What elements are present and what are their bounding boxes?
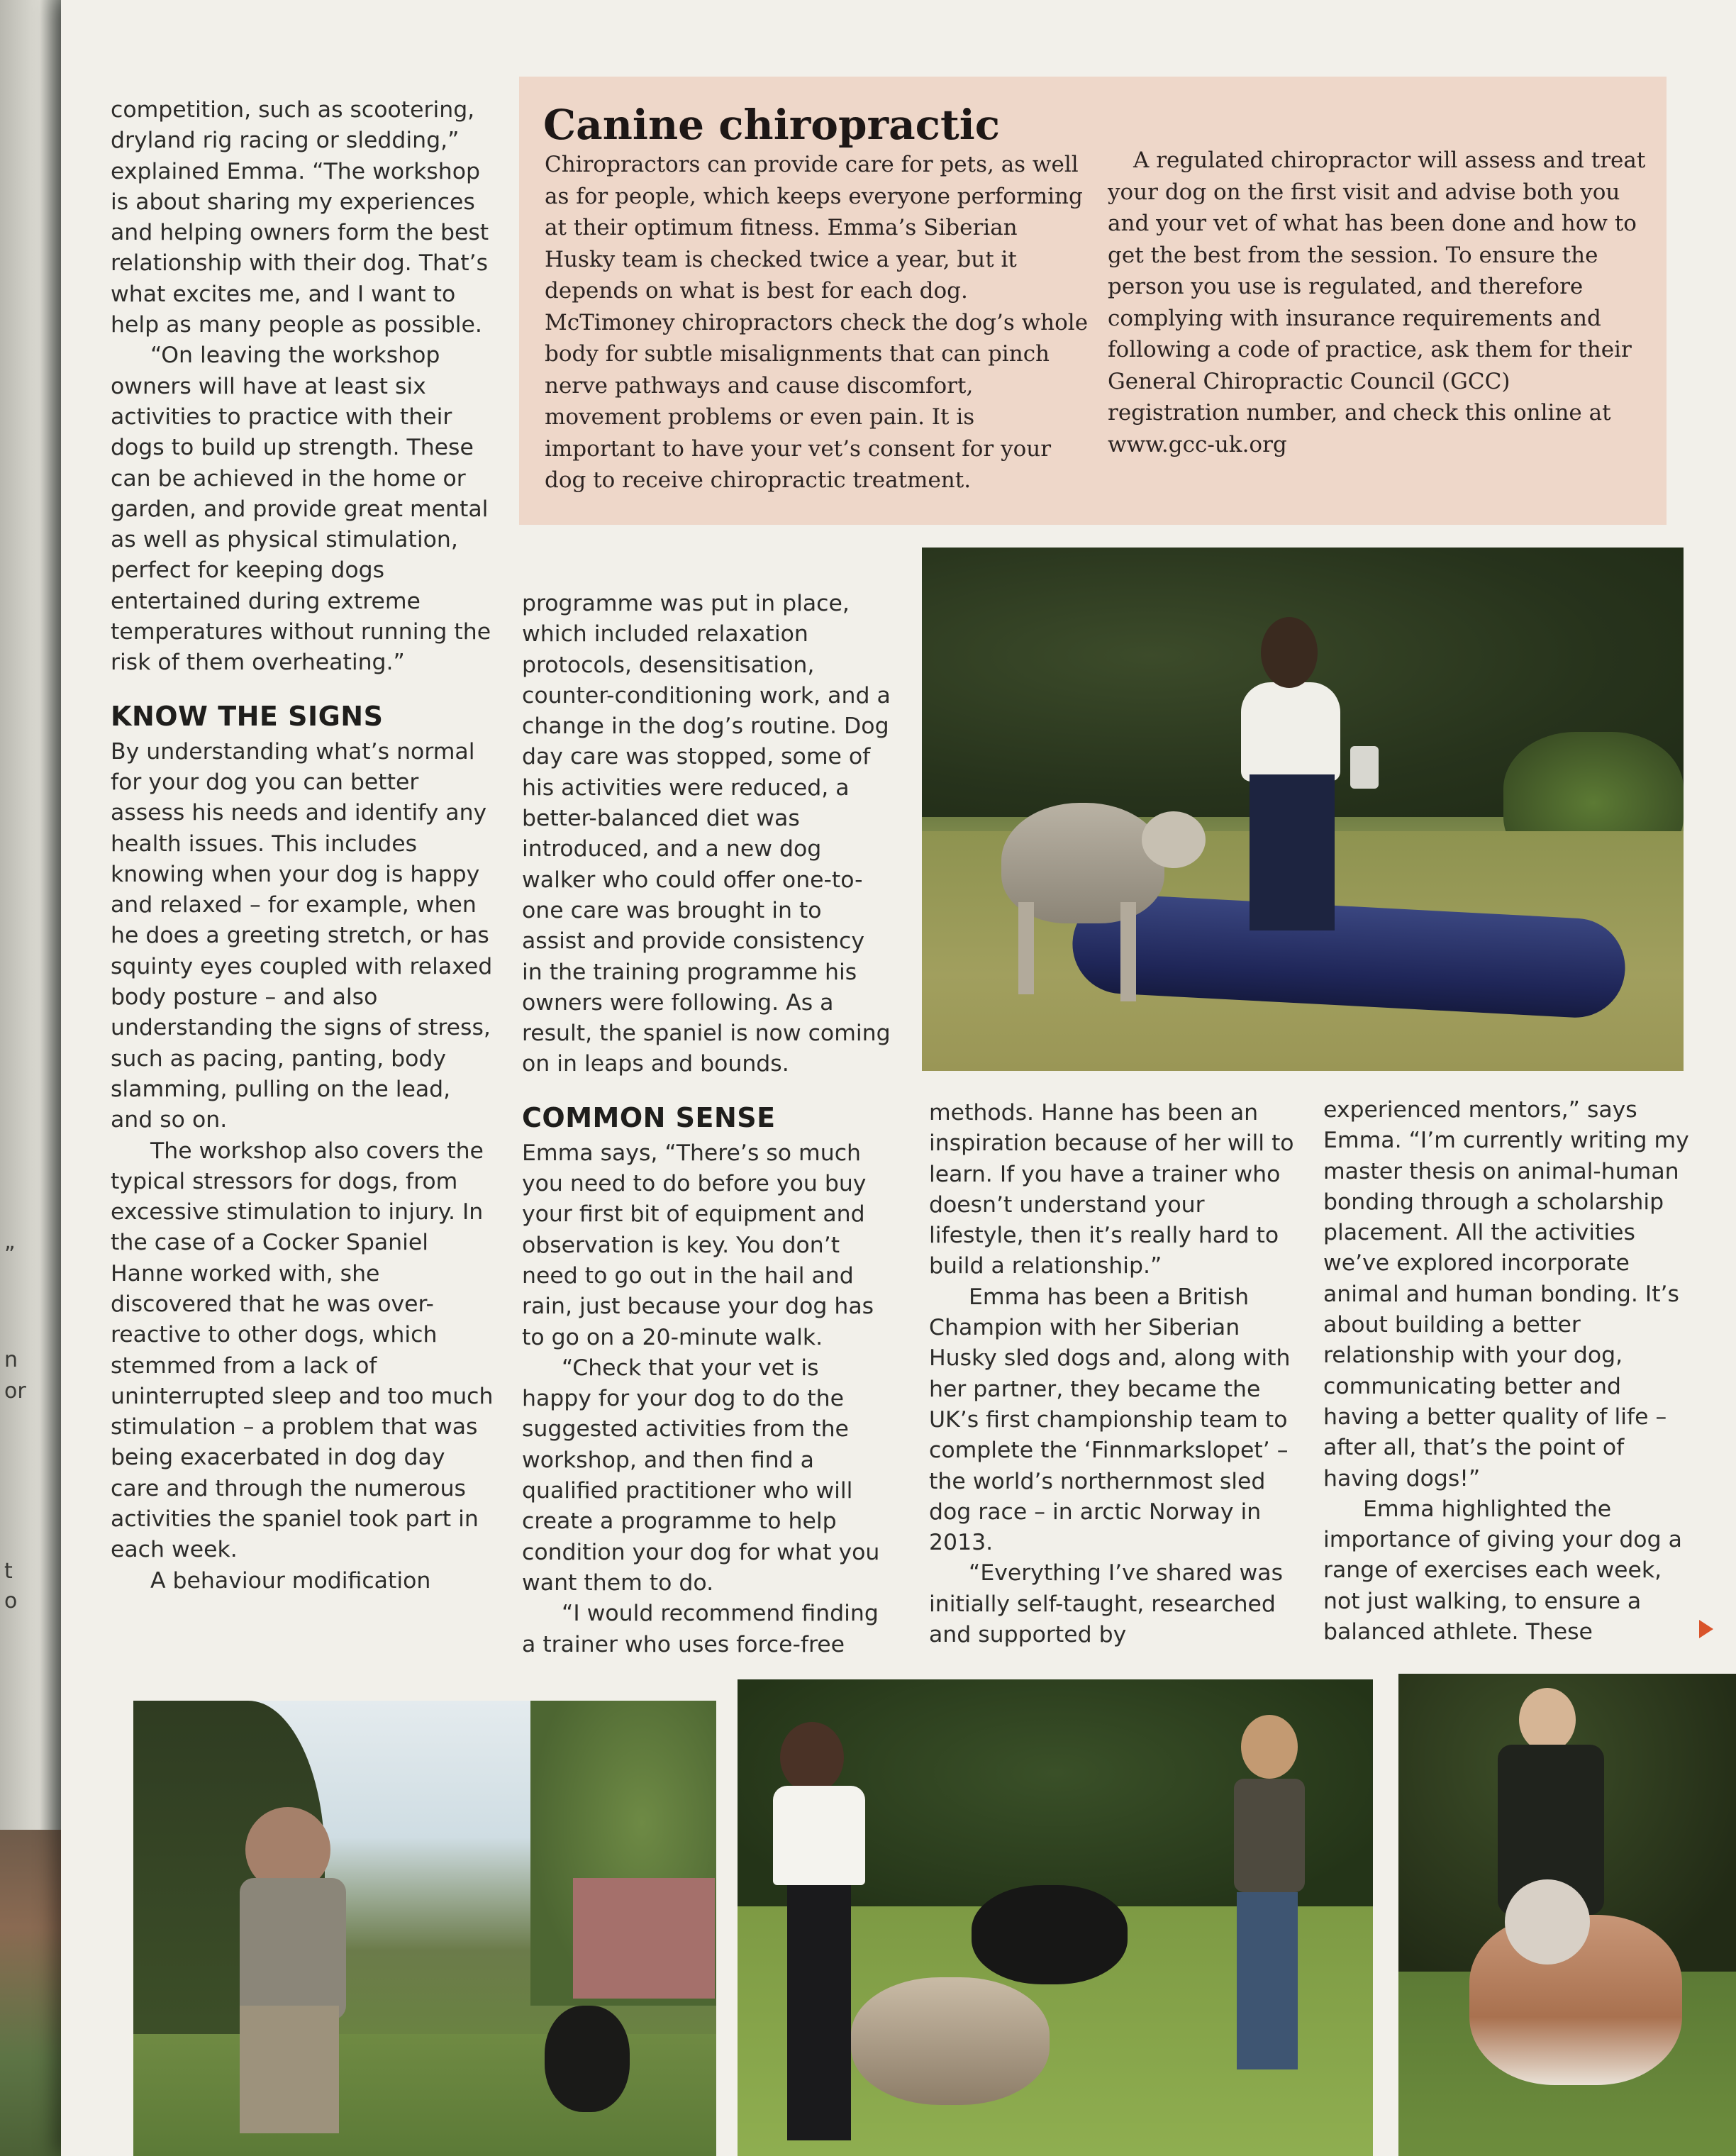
sidebar-title: Canine chiropractic xyxy=(543,101,1001,149)
page-header-blur xyxy=(1305,7,1702,50)
strip-fragment: t xyxy=(4,1559,13,1584)
paragraph: By understanding what’s normal for your dog you can better assess his needs and identify any health issues. This includes knowing when your dog is happy and relaxed – for example, when he does a greeting stretch, or has squinty eyes coupled with relaxed body posture – and also understanding the signs of stress, such as pacing, panting, body slamming, pulling on the lead, and so on. xyxy=(111,738,493,1133)
strip-fragment: or xyxy=(4,1379,26,1404)
paragraph: competition, such as scootering, dryland rig racing or sledding,” explained Emma. “The workshop is about sharing my experiences and helping owners form the best relationship with their dog. That’s what excites me, and I want to help as many people as possible. xyxy=(111,97,489,338)
paragraph: experienced mentors,” says Emma. “I’m currently writing my master thesis on animal-human bonding through a scholarship placement. All the activities we’ve explored incorporate animal and human bonding. It’s about building a better relationship with your dog, communicating better and having a better quality of life – after all, that’s the point of having dogs!” xyxy=(1323,1097,1689,1491)
section-heading-common-sense: COMMON SENSE xyxy=(522,1101,776,1133)
continue-arrow-icon xyxy=(1699,1620,1713,1638)
photo-women-with-dogs xyxy=(738,1679,1373,2156)
column-4 xyxy=(1323,1095,1692,1647)
section-heading-know-the-signs: KNOW THE SIGNS xyxy=(111,700,384,732)
paragraph: Emma says, “There’s so much you need to do before you buy your first bit of equipment and observation is key. You don’t need to go out in the hail and rain, just because your dog has to go on a 20-minute walk. xyxy=(522,1140,874,1350)
photo-woman-running-with-dog xyxy=(133,1701,716,2156)
paragraph: The workshop also covers the typical stressors for dogs, from excessive stimulation to injury. In the case of a Cocker Spaniel Hanne worked with, she discovered that he was over-reactive to other dogs, which stemmed from a lack of uninterrupted sleep and too much stimulation – a problem that was being exacerbated in dog day care and through the numerous activities the spaniel took part in each week. xyxy=(111,1138,494,1563)
photo-husky-on-airbed xyxy=(922,548,1684,1071)
strip-fragment: o xyxy=(4,1589,18,1613)
paragraph: programme was put in place, which included relaxation protocols, desensitisation, counter-conditioning work, and a change in the dog’s routine. Dog day care was stopped, some of his activities were reduced, a better-balanced diet was introduced, and a new dog walker who could offer one-to-one care was brought in to assist and provide consistency in the training programme his owners were following. As a result, the spaniel is now coming on in leaps and bounds. xyxy=(522,591,891,1077)
paragraph: methods. Hanne has been an inspiration because of her will to learn. If you have a trainer who doesn’t understand your lifestyle, then it’s really hard to build a relationship.” xyxy=(929,1100,1294,1279)
sidebar-left-text: Chiropractors can provide care for pets, as well as for people, which keeps everyone performing at their optimum fitness. Emma’s Siberian Husky team is checked twice a year, but it depends on what is best for each dog. McTimoney chiropractors check the dog’s whole body for subtle misalignments that can pinch nerve pathways and cause discomfort, movement problems or even pain. It is important to have your vet’s consent for your dog to receive chiropractic treatment. xyxy=(545,152,1089,493)
paragraph: “On leaving the workshop owners will have at least six activities to practice with their dogs to build up strength. These can be achieved in the home or garden, and provide great mental as well as physical stimulation, perfect for keeping dogs entertained during extreme temperatures without running the risk of them overheating.” xyxy=(111,343,491,676)
paragraph: “Check that your vet is happy for your dog to do the suggested activities from the workshop, and then find a qualified practitioner who will create a programme to help condition your dog for what you want them to do. xyxy=(522,1355,880,1596)
column-3 xyxy=(929,1098,1298,1650)
paragraph: “Everything I’ve shared was initially self-taught, researched and supported by xyxy=(929,1560,1284,1648)
strip-fragment: ” xyxy=(4,1243,16,1267)
paragraph: “I would recommend finding a trainer who uses force-free xyxy=(522,1601,879,1657)
paragraph: Emma has been a British Champion with her Siberian Husky sled dogs and, along with her partner, they became the UK’s first championship team to complete the ‘Finnmarkslopet’ – the world’s northernmost sled dog race – in arctic Norway in 2013. xyxy=(929,1284,1291,1556)
sidebar-right-column xyxy=(1108,145,1647,460)
column-2 xyxy=(522,589,891,1660)
strip-fragment: n xyxy=(4,1348,18,1372)
paragraph: Emma highlighted the importance of giving your dog a range of exercises each week, not just walking, to ensure a balanced athlete. These xyxy=(1323,1496,1682,1645)
strip-photo xyxy=(0,1830,61,2156)
photo-woman-with-husky xyxy=(1398,1674,1736,2156)
previous-page-edge xyxy=(0,0,61,2156)
column-1 xyxy=(111,95,494,1596)
paragraph: A behaviour modification xyxy=(150,1567,431,1594)
sidebar-right-text: A regulated chiropractor will assess and treat your dog on the first visit and advise both you and your vet of what has been done and how to get the best from the session. To ensure the person you use is regulated, and therefore complying with insurance requirements and following a code of practice, ask them for their General Chiropractic Council (GCC) registration number, and check this online at www.gcc-uk.org xyxy=(1108,148,1646,457)
sidebar-canine-chiropractic xyxy=(519,77,1667,525)
